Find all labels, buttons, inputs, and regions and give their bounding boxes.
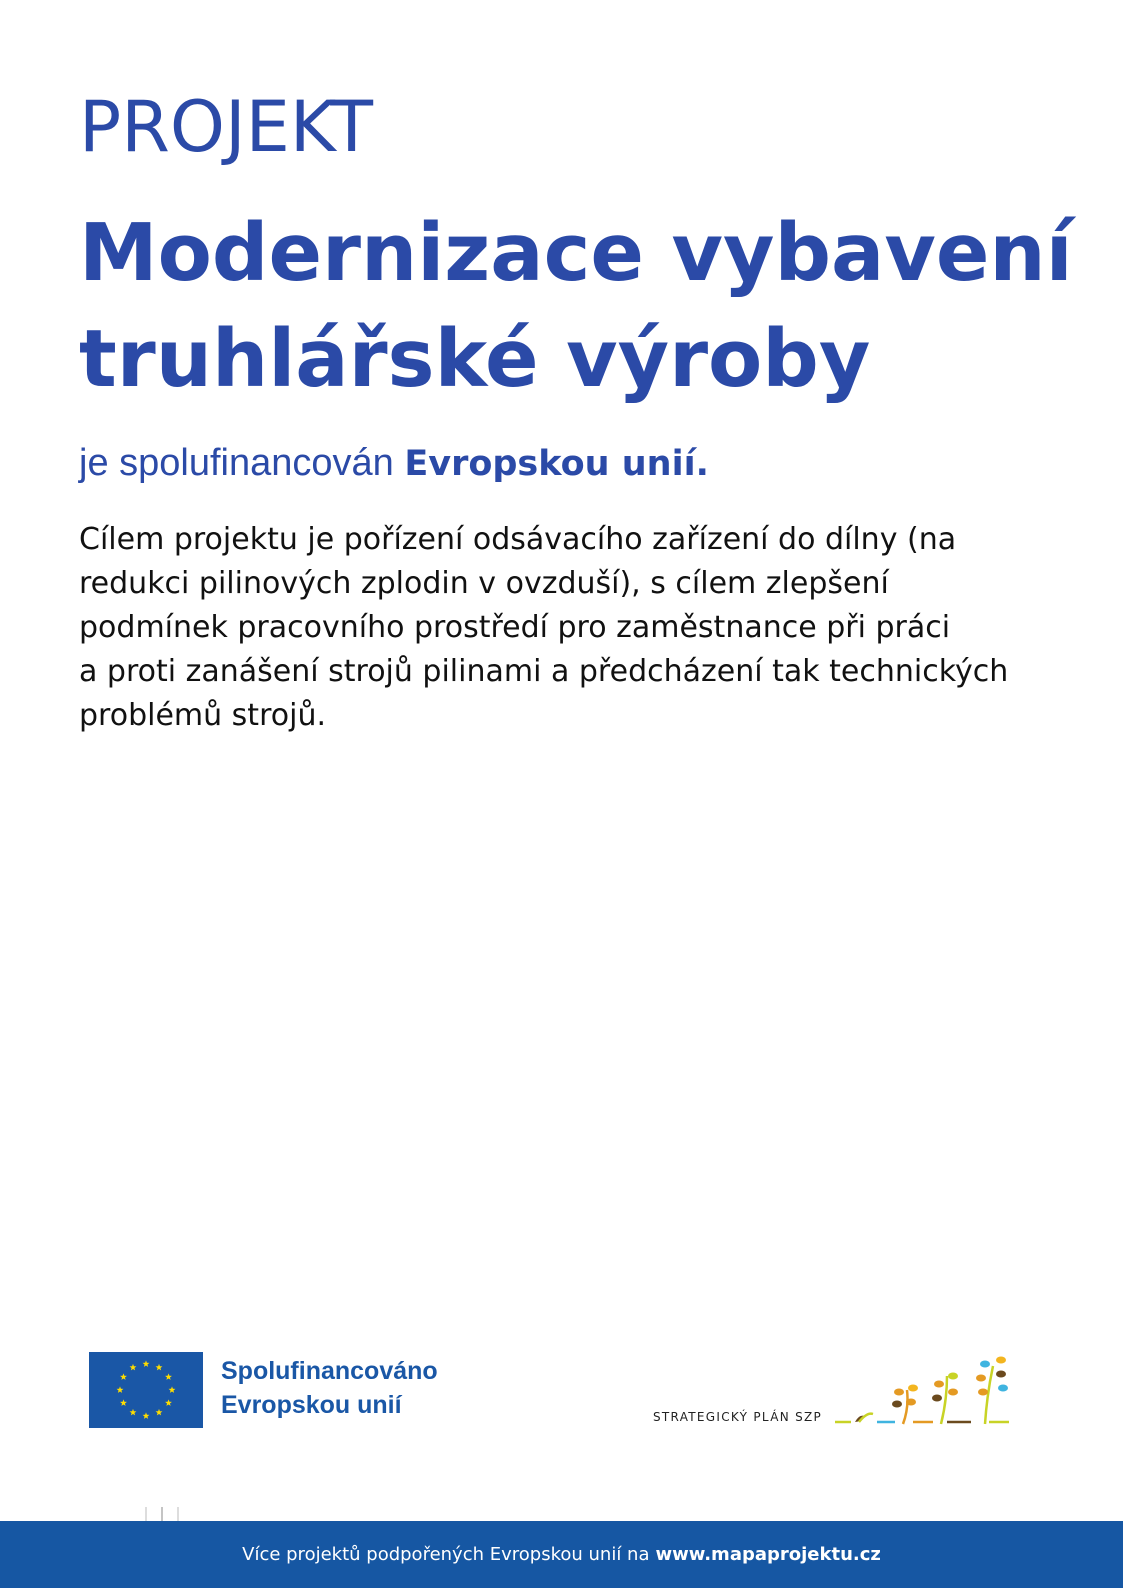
plant-sprouts-icon [833,1352,1023,1432]
funding-statement-emphasis: Evropskou unií. [404,444,709,484]
description-line: podmínek pracovního prostředí pro zaměstnance při práci [79,610,951,645]
description-line: redukci pilinových zplodin v ovzduší), s cílem zlepšení [79,566,889,601]
project-title-line-1: Modernizace vybavení [79,207,1073,299]
eu-logo-line-1: Spolufinancováno [221,1357,438,1385]
eu-cofunded-logo [89,1352,449,1430]
description-line: a proti zanášení strojů pilinami a předcházení tak technických [79,654,1009,689]
project-description [79,518,1039,738]
funding-statement-prefix: je spolufinancován [79,442,405,484]
strategic-plan-logo [653,1352,1023,1432]
description-line: problémů strojů. [79,698,326,733]
footer-text: Více projektů podpořených Evropskou unií na [242,1544,650,1565]
eu-flag-icon [89,1352,203,1428]
print-marks [144,1503,180,1523]
project-title [79,200,1079,412]
eu-logo-text [221,1354,438,1422]
project-title-line-2: truhlářské výroby [79,313,871,405]
strategic-plan-label: STRATEGICKÝ PLÁN SZP [653,1410,823,1424]
eu-logo-line-2: Evropskou unií [221,1391,402,1419]
funding-statement [79,440,709,487]
footer-banner [0,1521,1123,1588]
project-label: PROJEKT [79,86,374,168]
description-line: Cílem projektu je pořízení odsávacího zařízení do dílny (na [79,522,957,557]
footer-link[interactable]: www.mapaprojektu.cz [655,1544,881,1565]
